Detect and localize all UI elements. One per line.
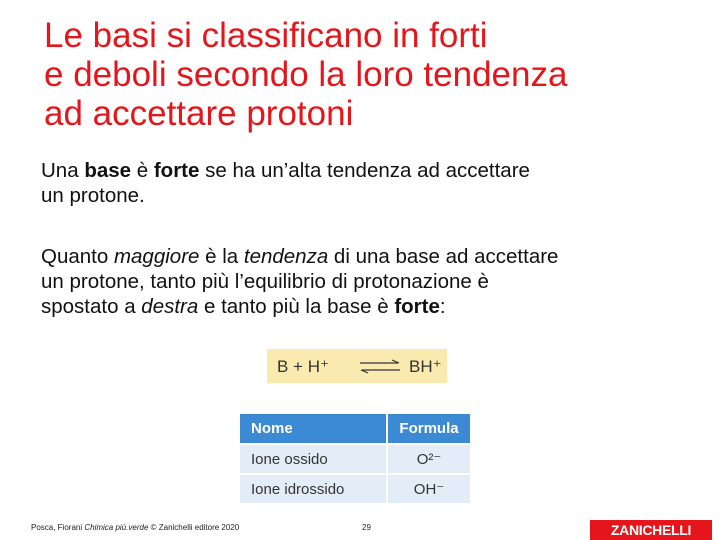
text-span: : [439, 295, 446, 318]
paragraph1-line-2: un protone. [41, 184, 145, 207]
zanichelli-logo: ZANICHELLI [590, 520, 712, 540]
paragraph2-line-2: un protone, tanto più l’equilibrio di protonazione è [41, 270, 489, 293]
table-header-row [240, 414, 470, 444]
page-number: 29 [362, 523, 371, 532]
text-span: © Zanichelli editore 2020 [148, 523, 240, 532]
title-line-2: e deboli secondo la loro tendenza [44, 55, 568, 94]
equilibrium-arrows-icon [358, 357, 402, 377]
text-span: Posca, Fiorani [31, 523, 85, 532]
header-formula: Formula [387, 414, 470, 444]
cell-formula: OH⁻ [387, 474, 470, 503]
text-span: è [131, 159, 154, 182]
text-span: di una base ad accettare [328, 245, 559, 268]
bases-table [240, 414, 470, 503]
table-row [240, 474, 470, 503]
paragraph2-line-1 [41, 244, 701, 269]
italic-tendenza: tendenza [243, 245, 329, 268]
book-title: Chimica più.verde [84, 523, 149, 532]
header-nome: Nome [240, 414, 387, 444]
text-span: se ha un’alta tendenza ad accettare [199, 159, 530, 182]
italic-destra: destra [141, 295, 199, 318]
equation-reactants: B + H⁺ [277, 357, 329, 376]
footer-credit [31, 523, 239, 532]
text-span: spostato a [41, 295, 142, 318]
slide-title [44, 16, 684, 133]
paragraph1-line-1 [41, 158, 701, 183]
bold-forte: forte [394, 295, 440, 318]
text-span: e tanto più la base è [198, 295, 395, 318]
equation-product: BH⁺ [409, 357, 442, 376]
table-row [240, 444, 470, 474]
text-span: Quanto [41, 245, 114, 268]
text-span: è la [199, 245, 244, 268]
paragraph-strong-base-definition [41, 158, 701, 208]
cell-formula: O²⁻ [387, 444, 470, 474]
paragraph-equilibrium-explanation [41, 244, 701, 319]
bold-base: base [84, 159, 132, 182]
cell-name: Ione ossido [240, 444, 387, 474]
text-span: Una [41, 159, 85, 182]
title-line-3: ad accettare protoni [44, 94, 354, 133]
title-line-1: Le basi si classificano in forti [44, 16, 488, 55]
paragraph2-line-3 [41, 294, 701, 319]
bold-forte: forte [153, 159, 200, 182]
protonation-equation [267, 349, 447, 383]
cell-name: Ione idrossido [240, 474, 387, 503]
italic-maggiore: maggiore [113, 245, 200, 268]
